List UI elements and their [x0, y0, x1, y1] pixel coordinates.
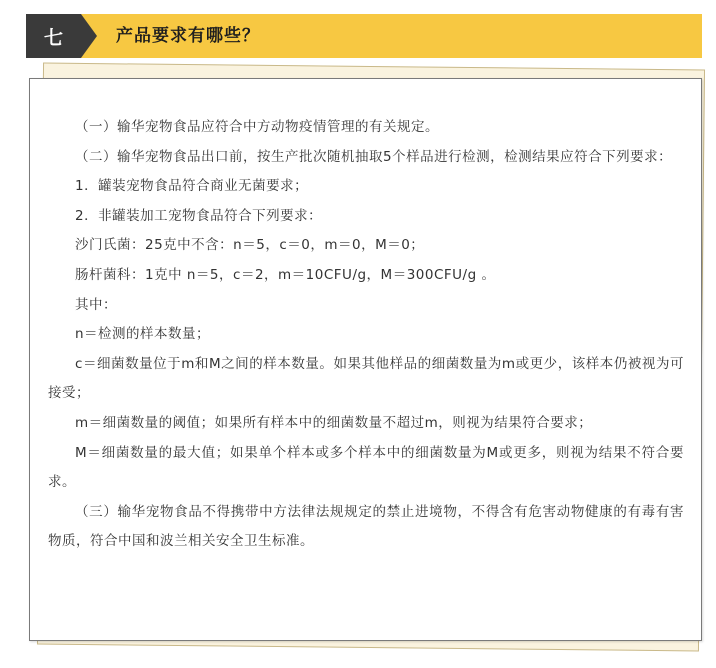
- paragraph-2: （二）输华宠物食品出口前，按生产批次随机抽取5个样品进行检测，检测结果应符合下列要求：: [75, 148, 673, 165]
- paragraph-3: （三）输华宠物食品不得携带中方法律法规规定的禁止进境物，不得含有危害动物健康的有毒有害物质，符合中国和波兰相关安全卫生标准。: [48, 503, 684, 550]
- content-body: [48, 113, 684, 557]
- requirement-item-2: 2．非罐装加工宠物食品符合下列要求：: [75, 207, 323, 224]
- requirement-item-1: 1．罐装宠物食品符合商业无菌要求；: [75, 178, 309, 195]
- definition-m: m＝细菌数量的阈值；如果所有样本中的细菌数量不超过m，则视为结果符合要求；: [75, 414, 593, 431]
- salmonella-criteria: 沙门氏菌：25克中不含：n＝5，c＝0，m＝0，M＝0；: [75, 237, 425, 254]
- definition-c: c＝细菌数量位于m和M之间的样本数量。如果其他样品的细菌数量为m或更少，该样本仍被视为可接受；: [48, 355, 684, 402]
- paragraph-1: （一）输华宠物食品应符合中方动物疫情管理的有关规定。: [75, 119, 439, 135]
- definition-n: n＝检测的样本数量；: [75, 326, 211, 343]
- section-title: 产品要求有哪些？: [116, 26, 260, 46]
- definition-M: M＝细菌数量的最大值；如果单个样本或多个样本中的细菌数量为M或更多，则视为结果不符合要求。: [48, 444, 684, 491]
- badge-arrow-decoration: [81, 14, 97, 58]
- enterobacteriaceae-criteria: 肠杆菌科：1克中 n＝5，c＝2，m＝10CFU/g，M＝300CFU/g 。: [75, 266, 496, 283]
- definitions-heading: 其中：: [75, 296, 117, 313]
- section-number-badge: 七: [26, 14, 81, 58]
